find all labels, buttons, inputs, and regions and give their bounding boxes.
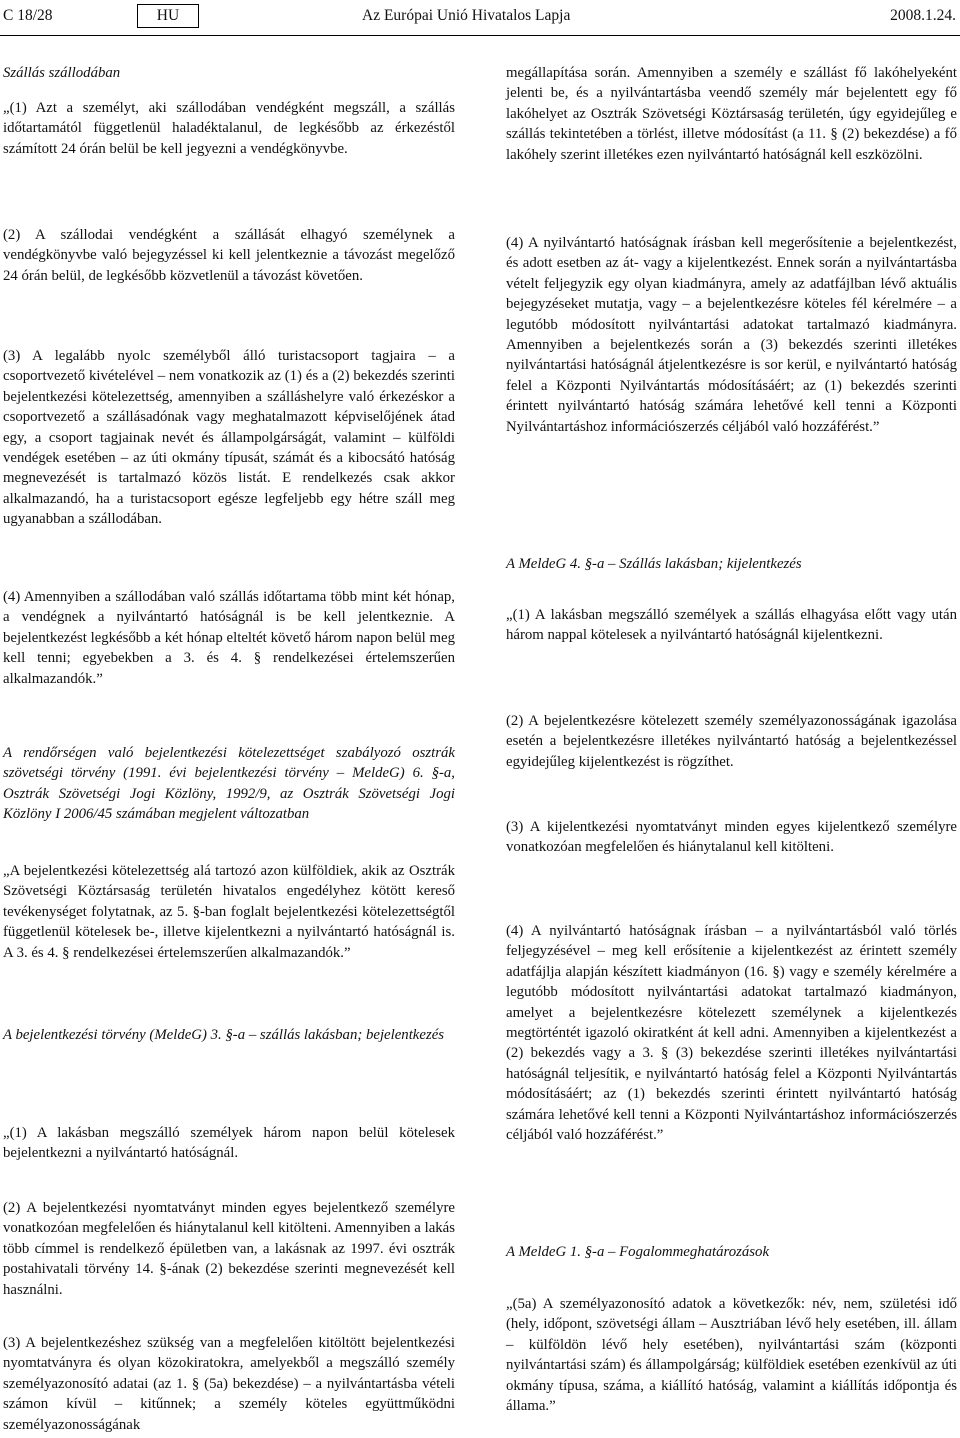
left-paragraph-2: (2) A szállodai vendégként a szállását elhagyó személynek a vendégkönyvbe való bejegyzéssel ki kell jelentkeznie a távozást megelőző 24 órán belül, de legkésőbb közvetlenül a távozást követően. bbox=[3, 227, 455, 284]
journal-title: Az Európai Unió Hivatalos Lapja bbox=[362, 7, 571, 24]
language-badge: HU bbox=[137, 4, 199, 28]
right-paragraph-1: megállapítása során. Amennyiben a személy e szállást fő lakóhelyeként jelenti be, és a nyilvántartásba veendő személy már bejelentett egy fő lakóhelyet az Osztrák Szövetségi Köztársaság területén, úgy egyidejűleg e szállás tekintetében a törlést, illetve módosítást (a 11. § (2) bekezdése) a fő lakóhely szerint illetékes ezen nyilvántartó hatóságnál kell eszközölni. bbox=[506, 65, 957, 163]
header-rule bbox=[0, 35, 960, 36]
left-paragraph-1: „(1) Azt a személyt, aki szállodában vendégként megszáll, a szállás időtartamától függetlenül haladéktalanul, de legkésőbb az érkezéstől számított 24 órán belül be kell jegyezni a vendégkönyvbe. bbox=[3, 100, 455, 157]
right-paragraph-2: (4) A nyilvántartó hatóságnak írásban kell megerősítenie a bejelentkezést, és adott esetben az át- vagy a kijelentkezést. Ennek során a nyilvántartásba vételt feljegyzik egy olyan kiadmányra, amely az adatfájlban lévő aktuális bejegyzéseket mutatja, vagy – a bejelentkezésre köteles fél kérelmére – a legutóbb módosított nyilvántartási adatokat tartalmazó kiadmányra. Amennyiben a bejelentkezés során a (3) bekezdés szerinti illetékes nyilvántartási hatóságnál átjelentkezésre is sor kerül, e nyilvántartó hatóság felel a Központi Nyilvántartás módosításáért; az (1) bekezdés szerinti érintett nyilvántartó hatóság számára lehetővé kell tenni a Központi Nyilvántartáshoz információszerzés céljából való hozzáférést.” bbox=[506, 235, 957, 435]
issue-date: 2008.1.24. bbox=[890, 7, 956, 24]
left-paragraph-5: „A bejelentkezési kötelezettség alá tartozó azon külföldiek, akik az Osztrák Szövetségi Köztársaság területén hivatalos engedélyhez kötött kereső tevékenységet folytatnak, az 5. §-ban foglalt bejelentkezési kötelezettségtől függetlenül kötelesek be-, illetve kijelentkezni a nyilvántartó hatóságnál is. A 3. és 4. § rendelkezései értelemszerűen alkalmazandók.” bbox=[3, 863, 455, 961]
right-paragraph-4: (2) A bejelentkezésre kötelezett személy személyazonosságának igazolása esetén a bejelentkezésre illetékes nyilvántartó hatóság a bejelentkezéssel egyidejűleg kijelentkezést is rögzíthet. bbox=[506, 713, 957, 770]
left-paragraph-4: (4) Amennyiben a szállodában való szállás időtartama több mint két hónap, a vendégnek a nyilvántartó hatóságnál is be kell jelentkeznie. A bejelentkezést legkésőbb a két hónap elteltét követő három napon belül meg kell tenni; egyebekben a 3. és 4. § rendelkezései értelemszerűen alkalmazandók.” bbox=[3, 589, 455, 687]
left-paragraph-6: „(1) A lakásban megszálló személyek három napon belül kötelesek bejelentkezni a nyilvántartó hatóságnál. bbox=[3, 1125, 455, 1162]
page-number: C 18/28 bbox=[3, 7, 53, 24]
left-heading-hotel: Szállás szállodában bbox=[3, 65, 121, 81]
right-paragraph-3: „(1) A lakásban megszálló személyek a szállás elhagyása előtt vagy után három nappal kötelesek a nyilvántartó hatóságnál kijelentkezni. bbox=[506, 607, 957, 644]
page-header bbox=[0, 2, 960, 30]
right-paragraph-7: „(5a) A személyazonosító adatok a következők: név, nem, születési idő (hely, időpont, szövetségi állam – Ausztriában lévő hely esetében, ill. állam – külföldön lévő hely esetében), nyilvántartási szám (központi nyilvántartási szám) és állampolgárság; külföldiek esetében ezenkívül az úti okmány típusa, száma, a kiállító hatóság, valamint a kiállítás időpontja és állama.” bbox=[506, 1296, 957, 1415]
left-heading-meldeg3: A bejelentkezési törvény (MeldeG) 3. §-a – szállás lakásban; bejelentkezés bbox=[3, 1027, 445, 1043]
left-paragraph-7: (2) A bejelentkezési nyomtatványt minden egyes bejelentkező személyre vonatkozóan megfelelően és hiánytalanul kell kitölteni. Amennyiben a lakás több címmel is rendelkező épületben van, a lakásnak az 1997. évi osztrák postahivatali törvény 14. §-ának (2) bekezdése szerinti megnevezését kell használni. bbox=[3, 1200, 455, 1298]
right-paragraph-6: (4) A nyilvántartó hatóságnak írásban – a nyilvántartásból való törlés feljegyzésével – meg kell erősítenie a kijelentkezést az érintett személy adatfájlja alapján készített kiadmányon (16. §) vagy e személy kérelmére a legutóbb módosított nyilvántartási adatokat tartalmazó kiadmányon, amelyet a bejelentkezésre kötelezett személynek a kijelentkezés megtörténtét igazoló okiratként át kell adni. Amennyiben a kijelentkezést a (2) bekezdés vagy a 3. § (3) bekezdése szerinti illetékes nyilvántartási hatóságnál teljesítik, e nyilvántartó hatóság felel a Központi Nyilvántartás módosításáért; az (1) bekezdés szerinti érintett nyilvántartó hatóság számára lehetővé kell tenni a Központi Nyilvántartáshoz információszerzés céljából való hozzáférést.” bbox=[506, 923, 957, 1144]
right-heading-meldeg4: A MeldeG 4. §-a – Szállás lakásban; kijelentkezés bbox=[506, 556, 802, 572]
right-paragraph-5: (3) A kijelentkezési nyomtatványt minden egyes kijelentkező személyre vonatkozóan megfelelően és hiánytalanul kell kitölteni. bbox=[506, 819, 957, 856]
left-paragraph-3: (3) A legalább nyolc személyből álló turistacsoport tagjaira – a csoportvezető kivételével – nem vonatkozik az (1) és a (2) bekezdés szerinti bejelentkezési kötelezettség, amennyiben a szálláshelyre való érkezéskor a csoportvezető a szállásadónak vagy meghatalmazott képviselőjének átad egy, a csoport tagjainak nevét és állampolgárságát, valamint – külföldi vendégek esetében – az úti okmány típusát, számát és a kibocsátó hatóság megnevezését is tartalmazó közös listát. E rendelkezés csak akkor alkalmazandó, ha a turistacsoport egésze legfeljebb egy hétre száll meg ugyanabban a szállodában. bbox=[3, 348, 455, 528]
left-paragraph-8: (3) A bejelentkezéshez szükség van a megfelelően kitöltött bejelentkezési nyomtatványra és olyan közokiratokra, amelyekből a megszálló személy személyazonosító adatai (az 1. § (5a) bekezdése) – a nyilvántartásba vételi számon kívül – kitűnnek; a személy köteles együttműködni személyazonosságának bbox=[3, 1335, 455, 1433]
left-heading-meldeg6: A rendőrségen való bejelentkezési kötelezettséget szabályozó osztrák szövetségi törvény (1991. évi bejelentkezési törvény – MeldeG) 6. §-a, Osztrák Szövetségi Jogi Közlöny, 1992/9, az Osztrák Szövetségi Jogi Közlöny I 2006/45 számában megjelent változatban bbox=[3, 745, 455, 823]
right-heading-meldeg1: A MeldeG 1. §-a – Fogalommeghatározások bbox=[506, 1244, 770, 1260]
